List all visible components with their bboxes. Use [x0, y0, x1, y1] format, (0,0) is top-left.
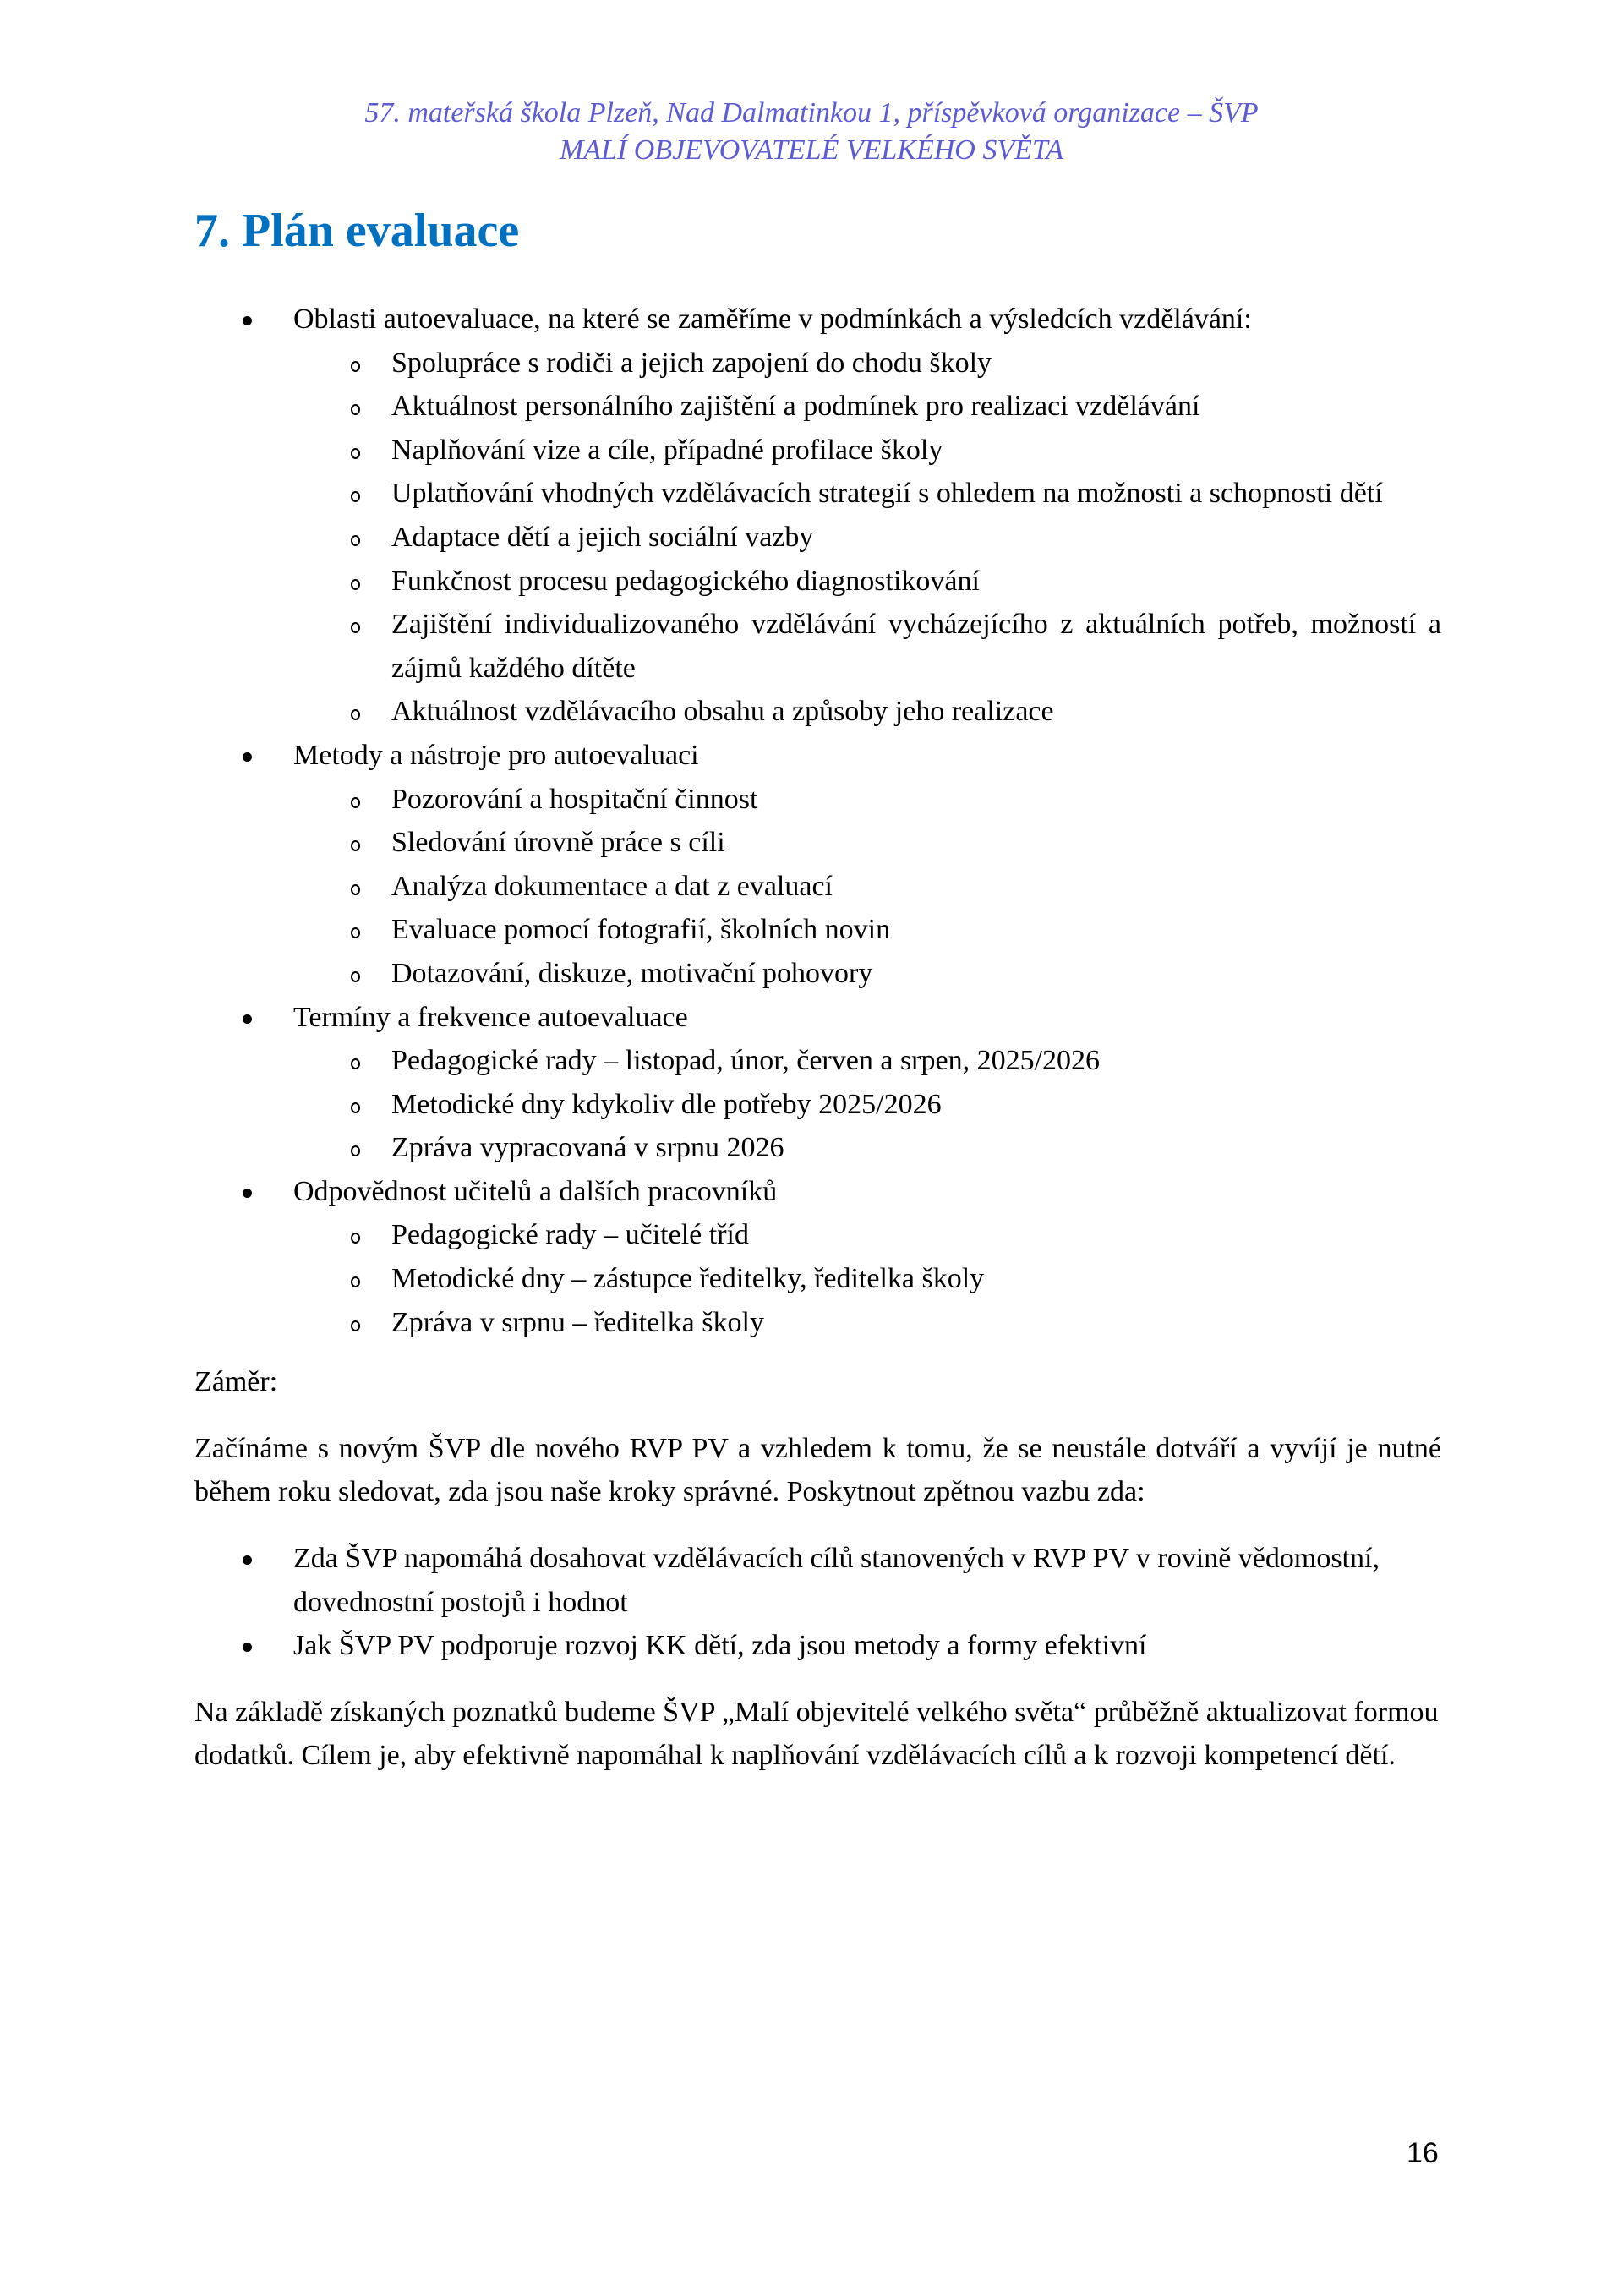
sublist-item-text: Sledování úrovně práce s cíli — [391, 827, 725, 859]
list-item-label: Termíny a frekvence autoevaluace — [293, 1001, 688, 1033]
list-item — [194, 298, 1441, 734]
sublist-item-text: Zpráva v srpnu – ředitelka školy — [391, 1306, 764, 1338]
circle-bullet-icon — [351, 1257, 364, 1301]
sublist-item — [293, 952, 1441, 996]
sublist-item-text: Funkčnost procesu pedagogického diagnostikování — [391, 565, 980, 597]
list-item-label: Oblasti autoevaluace, na které se zaměříme v podmínkách a výsledcích vzdělávání: — [293, 303, 1252, 335]
sublist-item — [293, 690, 1441, 734]
intent-paragraph: Začínáme s novým ŠVP dle nového RVP PV a vzhledem k tomu, že se neustále dotváří a vyvíjí je nutné během roku sledovat, zda jsou naše kroky správné. Poskytnout zpětnou vazbu zda: — [194, 1432, 1441, 1508]
circle-bullet-icon — [351, 385, 364, 429]
feedback-criteria-list — [194, 1537, 1441, 1668]
sublist-item-text: Zpráva vypracovaná v srpnu 2026 — [391, 1132, 784, 1164]
circle-bullet-icon — [351, 1126, 364, 1170]
circle-bullet-icon — [351, 560, 364, 604]
bullet-icon — [243, 996, 251, 1040]
list-item-text: Zda ŠVP napomáhá dosahovat vzdělávacích cílů stanovených v RVP PV v rovině vědomostní, dovednostní postojů i hodnot — [293, 1543, 1380, 1618]
circle-bullet-icon — [351, 821, 364, 865]
conclusion-paragraph: Na základě získaných poznatků budeme ŠVP „Malí objevitelé velkého světa“ průběžně aktualizovat formou dodatků. Cílem je, aby efektivně napomáhal k naplňování vzdělávacích cílů a k rozvoji kompetencí dětí. — [194, 1696, 1439, 1772]
sublist-item-text: Adaptace dětí a jejich sociální vazby — [391, 521, 814, 553]
sublist-item-text: Metodické dny kdykoliv dle potřeby 2025/2026 — [391, 1088, 942, 1120]
sublist-item-text: Zajištění individualizovaného vzdělávání vycházejícího z aktuálních potřeb, možností a zájmů každého dítěte — [391, 609, 1441, 684]
page-number: 16 — [1407, 2137, 1439, 2169]
sublist-item-text: Aktuálnost personálního zajištění a podmínek pro realizaci vzdělávání — [391, 391, 1200, 423]
header-program-line: MALÍ OBJEVOVATELÉ VELKÉHO SVĚTA — [559, 134, 1064, 166]
list-item — [194, 996, 1441, 1170]
sublist — [392, 1039, 1441, 1170]
sublist-item — [293, 516, 1441, 560]
sublist-item — [293, 385, 1441, 429]
bullet-icon — [243, 298, 251, 342]
bullet-icon — [243, 1624, 251, 1668]
circle-bullet-icon — [351, 603, 364, 647]
circle-bullet-icon — [351, 429, 364, 473]
sublist-item-text: Analýza dokumentace a dat z evaluací — [391, 870, 833, 902]
circle-bullet-icon — [351, 1213, 364, 1257]
circle-bullet-icon — [351, 690, 364, 734]
circle-bullet-icon — [351, 908, 364, 952]
circle-bullet-icon — [351, 952, 364, 996]
list-item — [194, 1537, 1441, 1624]
sublist-item — [293, 1126, 1441, 1170]
sublist-item — [293, 1257, 1441, 1301]
sublist-item-text: Naplňování vize a cíle, případné profilace školy — [391, 434, 943, 466]
sublist-item-text: Pedagogické rady – učitelé tříd — [391, 1219, 749, 1251]
sublist-item — [293, 560, 1441, 604]
sublist-item-text: Pedagogické rady – listopad, únor, červen a srpen, 2025/2026 — [391, 1045, 1101, 1077]
sublist-item-text: Aktuálnost vzdělávacího obsahu a způsoby jeho realizace — [391, 696, 1054, 728]
sublist-item — [293, 429, 1441, 473]
bullet-icon — [243, 1170, 251, 1214]
sublist-item — [293, 778, 1441, 822]
circle-bullet-icon — [351, 1039, 364, 1083]
circle-bullet-icon — [351, 516, 364, 560]
running-header — [0, 95, 1623, 169]
sublist — [392, 342, 1441, 734]
section-title: 7. Plán evaluace — [194, 205, 520, 257]
sublist-item — [293, 342, 1441, 385]
circle-bullet-icon — [351, 1301, 364, 1345]
list-item-label: Odpovědnost učitelů a dalších pracovníků — [293, 1175, 778, 1207]
header-school-line: 57. mateřská škola Plzeň, Nad Dalmatinkou 1, příspěvková organizace – ŠVP — [364, 97, 1259, 128]
sublist-item — [293, 603, 1441, 690]
sublist — [392, 1213, 1441, 1344]
sublist-item-text: Dotazování, diskuze, motivační pohovory — [391, 957, 873, 989]
list-item — [194, 734, 1441, 996]
circle-bullet-icon — [351, 778, 364, 822]
sublist-item — [293, 865, 1441, 909]
sublist-item-text: Pozorování a hospitační činnost — [391, 783, 758, 815]
sublist-item-text: Metodické dny – zástupce ředitelky, ředitelka školy — [391, 1263, 985, 1295]
sublist-item — [293, 1083, 1441, 1127]
list-item-label: Metody a nástroje pro autoevaluaci — [293, 739, 699, 771]
sublist-item — [293, 472, 1441, 516]
sublist-item-text: Spolupráce s rodiči a jejich zapojení do chodu školy — [391, 347, 992, 379]
circle-bullet-icon — [351, 342, 364, 385]
list-item — [194, 1170, 1441, 1344]
sublist — [392, 778, 1441, 996]
document-body — [194, 298, 1441, 1778]
sublist-item — [293, 908, 1441, 952]
list-item-text: Jak ŠVP PV podporuje rozvoj KK dětí, zda jsou metody a formy efektivní — [293, 1630, 1147, 1662]
sublist-item — [293, 1213, 1441, 1257]
sublist-item — [293, 1301, 1441, 1345]
intent-label: Záměr: — [194, 1366, 278, 1398]
bullet-icon — [243, 734, 251, 778]
circle-bullet-icon — [351, 865, 364, 909]
sublist-item — [293, 1039, 1441, 1083]
evaluation-plan-list — [194, 298, 1441, 1344]
bullet-icon — [243, 1537, 251, 1581]
circle-bullet-icon — [351, 472, 364, 516]
sublist-item — [293, 821, 1441, 865]
sublist-item-text: Evaluace pomocí fotografií, školních novin — [391, 914, 891, 946]
list-item — [194, 1624, 1441, 1668]
sublist-item-text: Uplatňování vhodných vzdělávacích strategií s ohledem na možnosti a schopnosti dětí — [391, 478, 1383, 510]
circle-bullet-icon — [351, 1083, 364, 1127]
